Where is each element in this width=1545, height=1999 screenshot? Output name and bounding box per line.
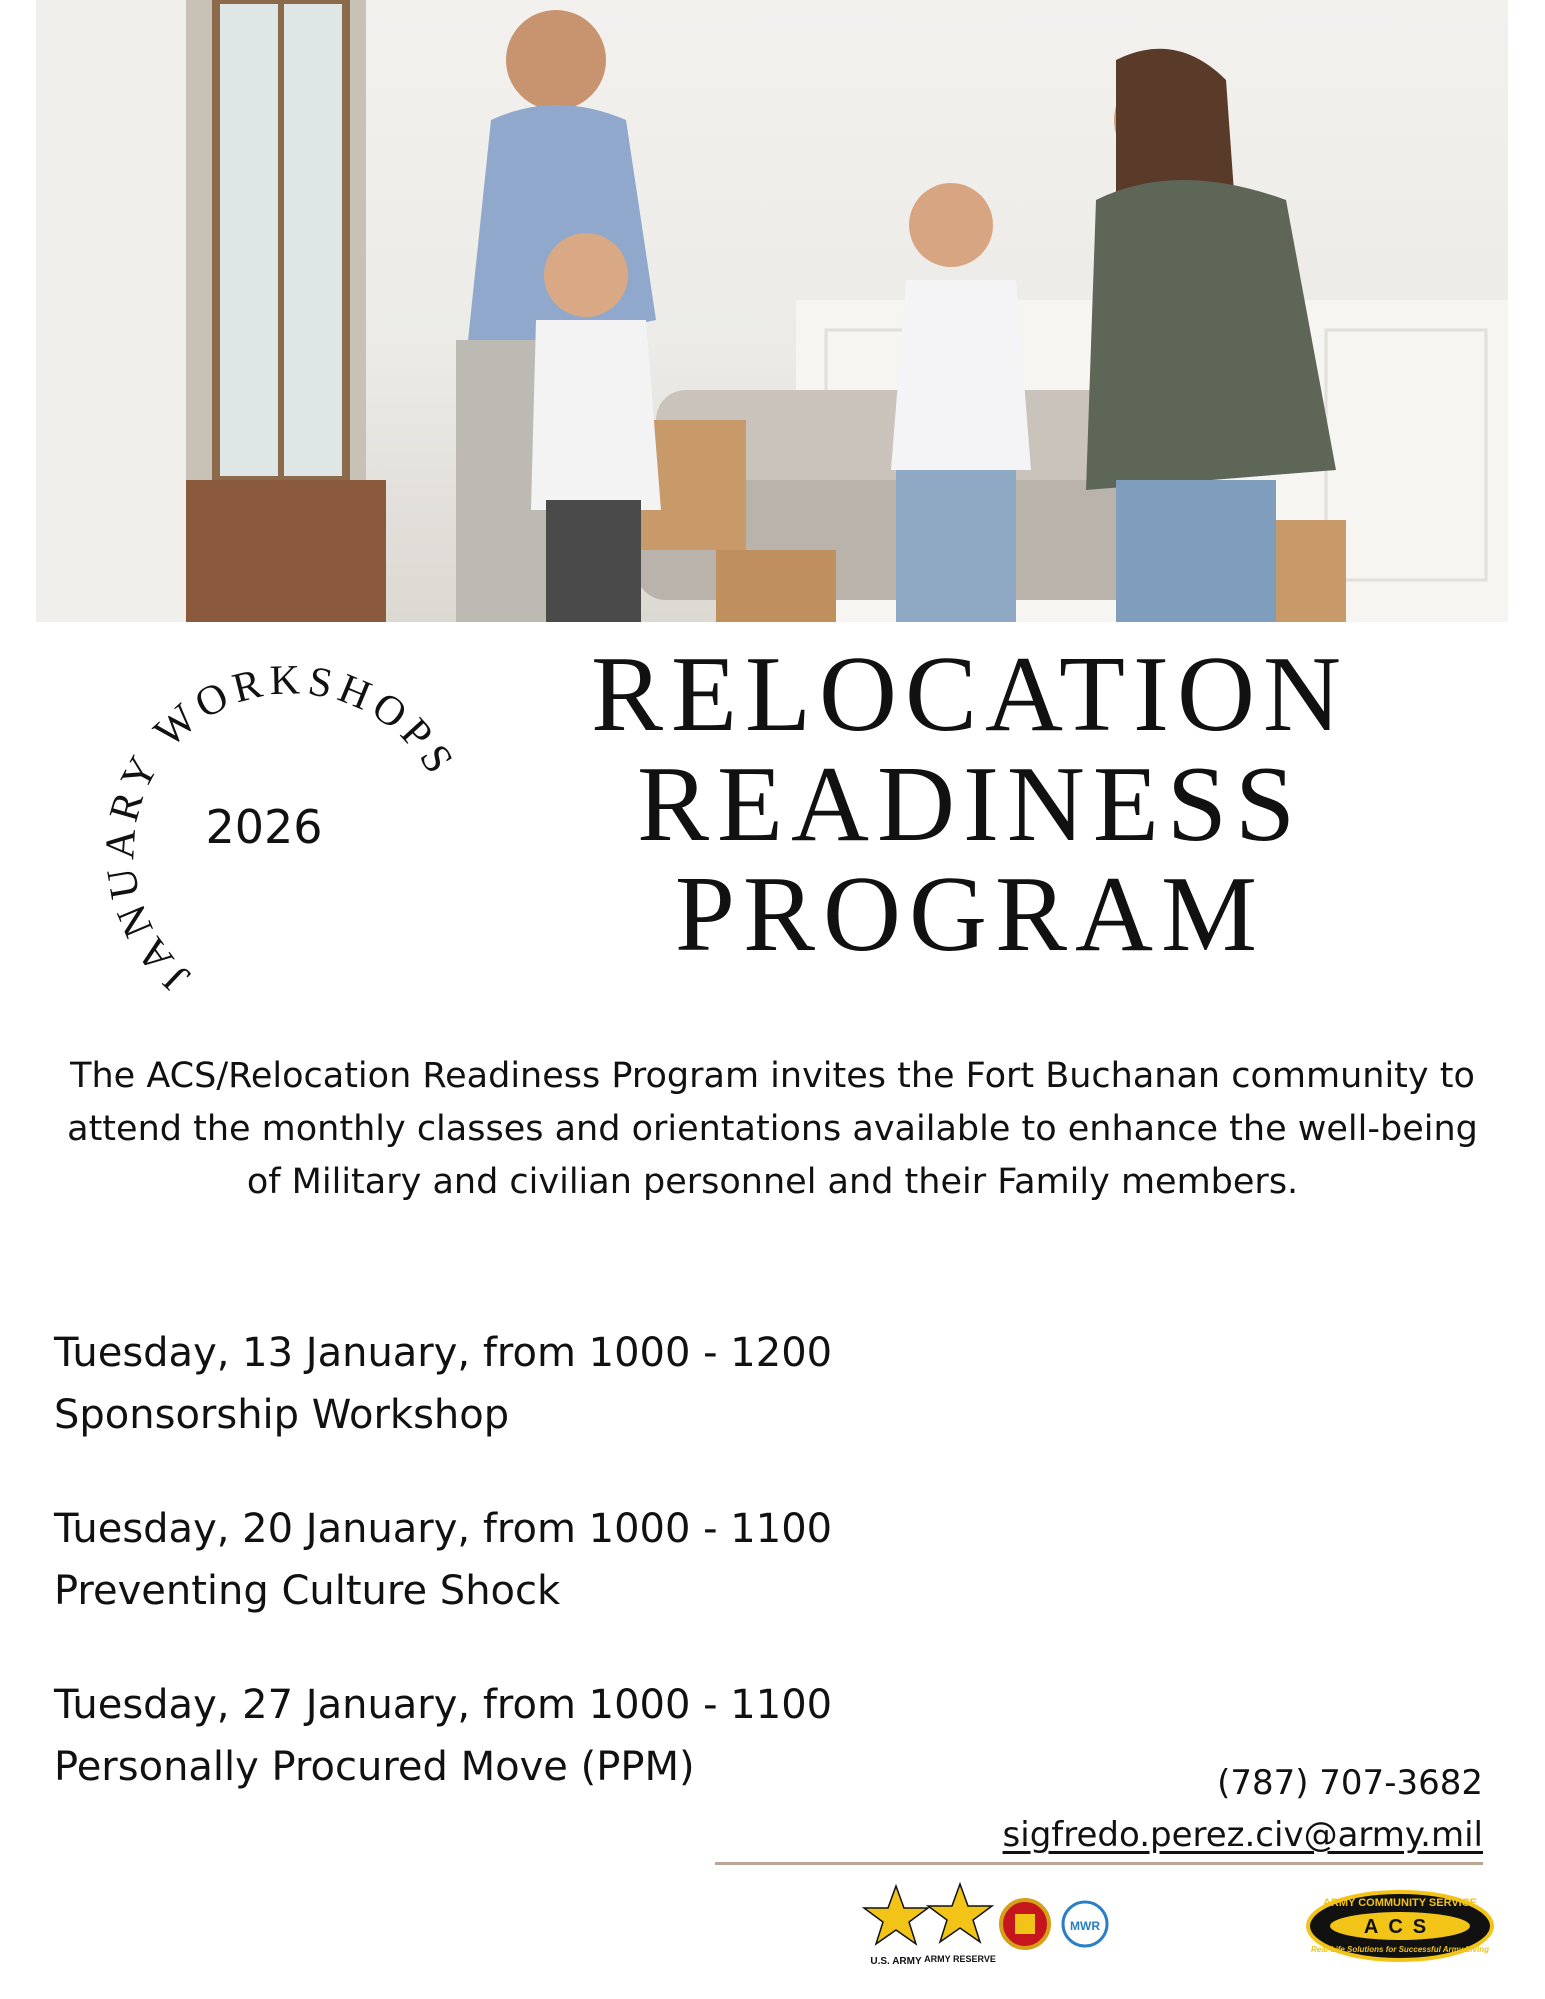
event-title: Preventing Culture Shock (54, 1568, 561, 1614)
installation-crest-logo (1001, 1900, 1049, 1948)
event-datetime: Tuesday, 20 January, from 1000 - 1100 (54, 1506, 833, 1552)
army-reserve-label: ARMY RESERVE (924, 1954, 996, 1964)
mwr-logo (1063, 1902, 1107, 1946)
contact-phone: (787) 707-3682 (1217, 1763, 1483, 1803)
title-line-3: PROGRAM (674, 855, 1266, 974)
family-moving-illustration (36, 0, 1508, 622)
acs-top-label: ARMY COMMUNITY SERVICE (1322, 1897, 1478, 1909)
event-item (54, 1322, 954, 1446)
program-title (470, 635, 1470, 974)
army-reserve-logo (924, 1884, 996, 1964)
us-army-label: U.S. ARMY (870, 1956, 922, 1967)
event-item (54, 1498, 954, 1622)
contact-info (783, 1758, 1483, 1862)
acs-bottom-label: Real-Life Solutions for Successful Army Living (1311, 1945, 1489, 1954)
hero-photo (36, 0, 1508, 622)
sponsor-logos (860, 1880, 1500, 1980)
intro-paragraph: The ACS/Relocation Readiness Program invites the Fort Buchanan community to attend the monthly classes and orientations available to enhance the well-being of Military and civilian personnel and their Family members. (67, 1056, 1478, 1202)
acs-mid-label: ACS (1363, 1916, 1437, 1938)
title-line-1: RELOCATION (591, 635, 1349, 754)
contact-email-link[interactable]: sigfredo.perez.civ@army.mil (1002, 1815, 1483, 1855)
divider-line (715, 1862, 1483, 1865)
january-workshops-badge (54, 638, 474, 1018)
event-title: Sponsorship Workshop (54, 1392, 510, 1438)
title-line-2: READINESS (636, 745, 1304, 864)
badge-arc-text: JANUARY WORKSHOPS (97, 657, 465, 1001)
acs-logo (1308, 1892, 1492, 1960)
event-title: Personally Procured Move (PPM) (54, 1744, 695, 1790)
event-datetime: Tuesday, 27 January, from 1000 - 1100 (54, 1682, 833, 1728)
us-army-logo (864, 1886, 928, 1967)
mwr-label: MWR (1070, 1919, 1100, 1933)
army-reserve-star-icon (928, 1884, 992, 1942)
badge-year: 2026 (205, 800, 323, 854)
us-army-star-icon (864, 1886, 928, 1944)
event-datetime: Tuesday, 13 January, from 1000 - 1200 (54, 1330, 833, 1376)
